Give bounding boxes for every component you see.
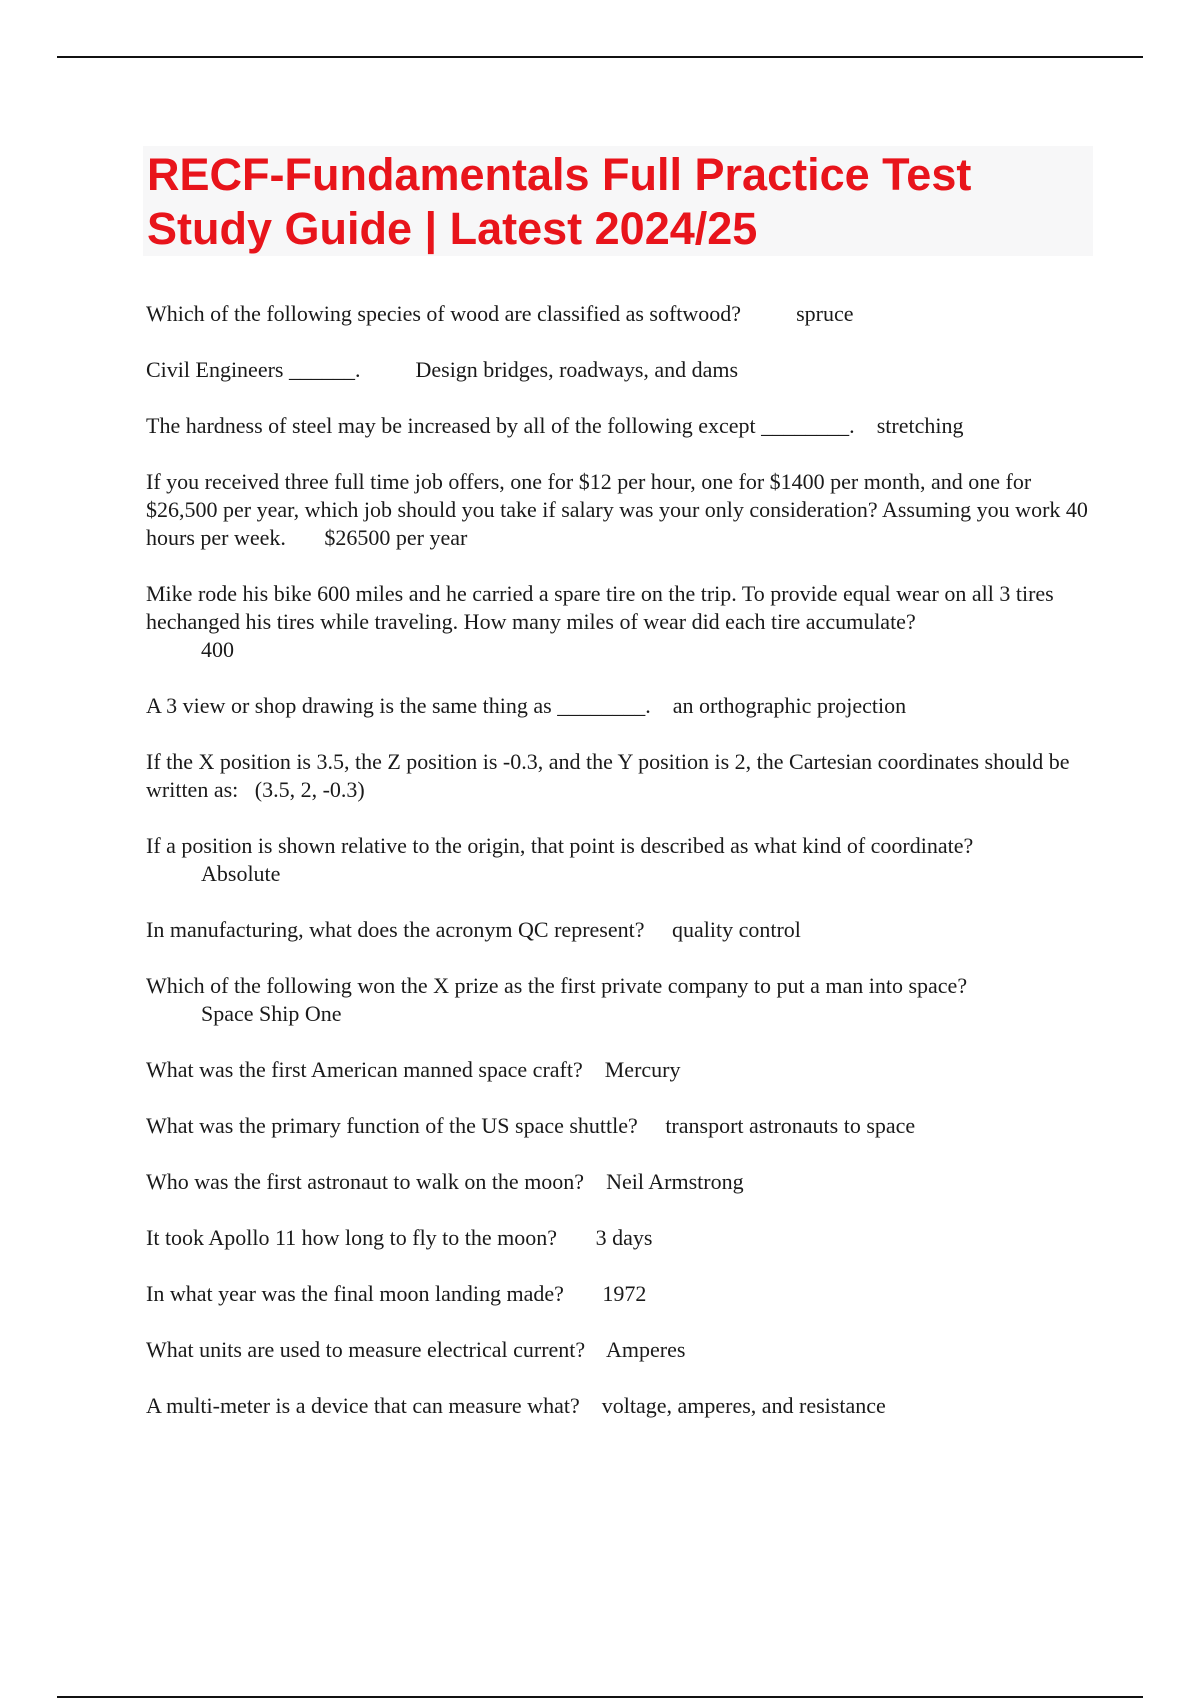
separator bbox=[741, 301, 796, 326]
question: The hardness of steel may be increased by all of the following except ________. bbox=[146, 413, 855, 438]
answer: spruce bbox=[796, 301, 854, 326]
separator bbox=[238, 777, 255, 802]
qa-item bbox=[146, 468, 1092, 552]
answer: an orthographic projection bbox=[672, 693, 907, 718]
question: Mike rode his bike 600 miles and he carried a spare tire on the trip. To provide equal wear on all 3 tires hechanged his tires while traveling. How many miles of wear did each tire accumulate? bbox=[146, 581, 1060, 634]
separator bbox=[651, 693, 673, 718]
question: Who was the first astronaut to walk on the moon? bbox=[146, 1169, 585, 1194]
answer: (3.5, 2, -0.3) bbox=[254, 777, 365, 802]
qa-item bbox=[146, 1392, 1092, 1420]
answer: $26500 per year bbox=[324, 525, 468, 550]
qa-item bbox=[146, 692, 1092, 720]
separator bbox=[146, 637, 201, 662]
question: What was the first American manned space craft? bbox=[146, 1057, 583, 1082]
qa-item bbox=[146, 972, 1092, 1028]
question: A 3 view or shop drawing is the same thing as ________. bbox=[146, 693, 651, 718]
separator bbox=[360, 357, 415, 382]
qa-item bbox=[146, 1224, 1092, 1252]
qa-item bbox=[146, 1056, 1092, 1084]
separator bbox=[564, 1281, 603, 1306]
separator bbox=[146, 1001, 201, 1026]
answer: 3 days bbox=[595, 1225, 653, 1250]
question: A multi-meter is a device that can measure what? bbox=[146, 1393, 580, 1418]
question: It took Apollo 11 how long to fly to the moon? bbox=[146, 1225, 558, 1250]
title-line-1: RECF-Fundamentals Full Practice Test bbox=[147, 149, 972, 200]
separator bbox=[585, 1337, 606, 1362]
answer: 400 bbox=[201, 637, 234, 662]
qa-list bbox=[146, 300, 1092, 1448]
question: What units are used to measure electrical current? bbox=[146, 1337, 586, 1362]
question: What was the primary function of the US space shuttle? bbox=[146, 1113, 638, 1138]
question: Which of the following species of wood are classified as softwood? bbox=[146, 301, 742, 326]
separator bbox=[645, 917, 673, 942]
title-banner bbox=[143, 146, 1093, 256]
separator bbox=[580, 1393, 602, 1418]
question: In manufacturing, what does the acronym QC represent? bbox=[146, 917, 645, 942]
question: Which of the following won the X prize as the first private company to put a man into space? bbox=[146, 973, 968, 998]
qa-item bbox=[146, 832, 1092, 888]
qa-item bbox=[146, 748, 1092, 804]
qa-item bbox=[146, 356, 1092, 384]
question: If a position is shown relative to the origin, that point is described as what kind of coordinate? bbox=[146, 833, 974, 858]
answer: transport astronauts to space bbox=[665, 1113, 916, 1138]
separator bbox=[583, 1057, 605, 1082]
answer: Neil Armstrong bbox=[606, 1169, 744, 1194]
answer: stretching bbox=[876, 413, 964, 438]
title-line-2: Study Guide | Latest 2024/25 bbox=[147, 203, 758, 254]
separator bbox=[584, 1169, 606, 1194]
qa-item bbox=[146, 300, 1092, 328]
question: In what year was the final moon landing made? bbox=[146, 1281, 564, 1306]
qa-item bbox=[146, 1112, 1092, 1140]
answer: voltage, amperes, and resistance bbox=[601, 1393, 886, 1418]
bottom-rule bbox=[57, 1696, 1143, 1698]
question: If the X position is 3.5, the Z position is -0.3, and the Y position is 2, the Cartesian coordinates should be written as: bbox=[146, 749, 1075, 802]
qa-item bbox=[146, 916, 1092, 944]
answer: quality control bbox=[672, 917, 801, 942]
question: Civil Engineers ______. bbox=[146, 357, 361, 382]
separator bbox=[286, 525, 325, 550]
answer: Amperes bbox=[605, 1337, 686, 1362]
separator bbox=[557, 1225, 596, 1250]
qa-item bbox=[146, 580, 1092, 664]
answer: 1972 bbox=[602, 1281, 647, 1306]
answer: Space Ship One bbox=[201, 1001, 342, 1026]
answer: Absolute bbox=[201, 861, 281, 886]
separator bbox=[146, 861, 201, 886]
answer: Mercury bbox=[604, 1057, 681, 1082]
question: If you received three full time job offers, one for $12 per hour, one for $1400 per month, and one for $26,500 per year, which job should you take if salary was your only consideration? Assuming you work 40 hours per week. bbox=[146, 469, 1094, 550]
answer: Design bridges, roadways, and dams bbox=[415, 357, 739, 382]
separator bbox=[855, 413, 877, 438]
qa-item bbox=[146, 1336, 1092, 1364]
top-rule bbox=[57, 56, 1143, 58]
separator bbox=[638, 1113, 666, 1138]
qa-item bbox=[146, 1280, 1092, 1308]
qa-item bbox=[146, 1168, 1092, 1196]
qa-item bbox=[146, 412, 1092, 440]
